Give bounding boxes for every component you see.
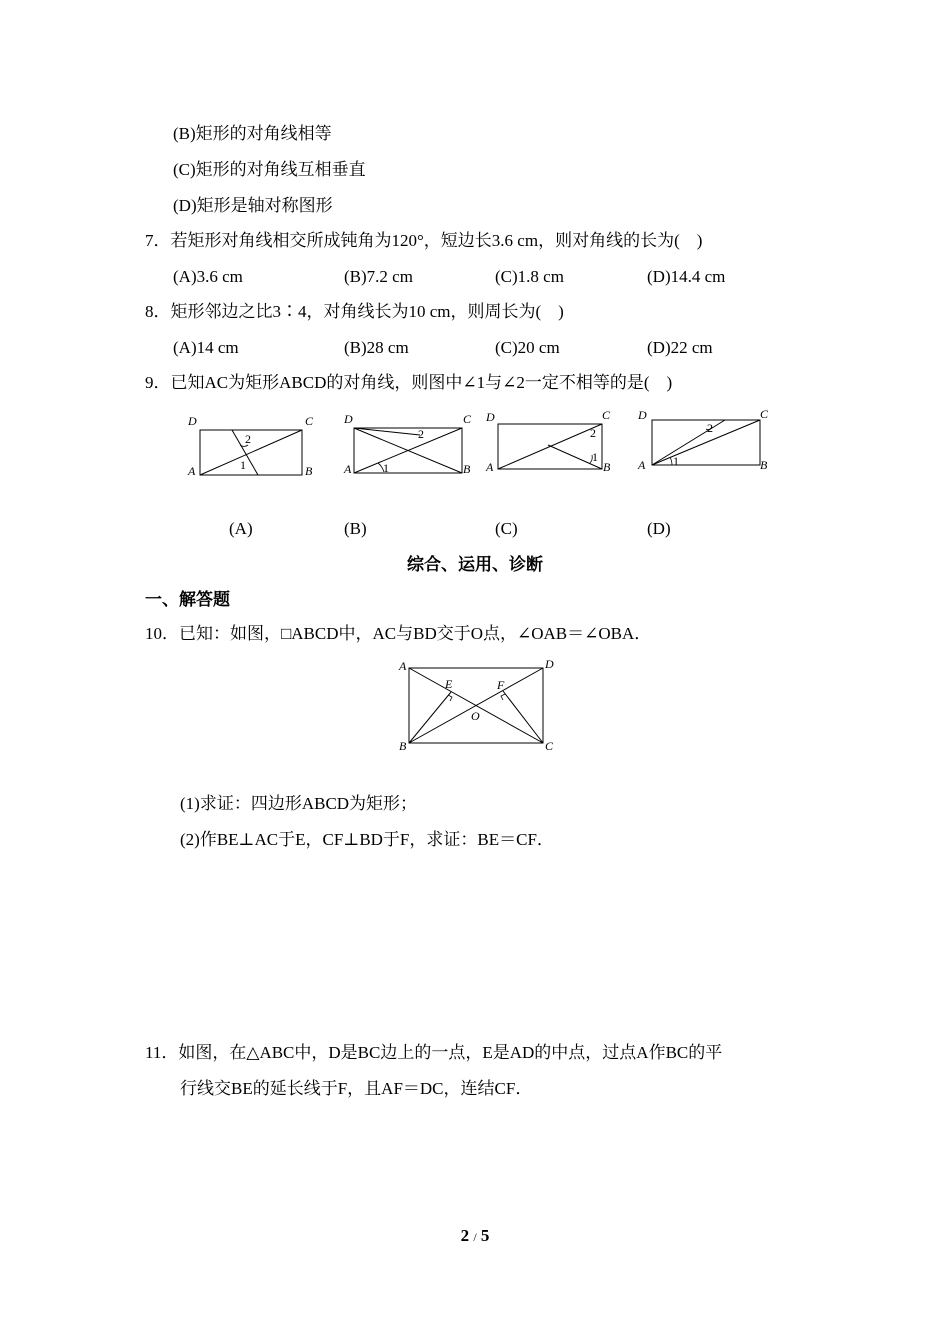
q11-line2: 行线交BE的延长线于F，且AF＝DC，连结CF． <box>180 1079 533 1098</box>
q9-label-b: (B) <box>344 519 367 538</box>
q10-segment-be <box>409 692 451 743</box>
q9-fig-d-diagonal <box>652 420 760 465</box>
q9-fig-c-label-c: C <box>602 408 611 422</box>
q9-fig-d-label-d: D <box>638 408 647 422</box>
q8-option-a: (A)14 cm <box>173 338 239 357</box>
q8-option-b: (B)28 cm <box>344 338 409 357</box>
q9-fig-b-angle-2: 2 <box>418 427 424 441</box>
q9-fig-b-label-a: A <box>344 462 352 476</box>
q9-fig-a-label-c: C <box>305 414 314 428</box>
q8-stem: 8．矩形邻边之比3∶4，对角线长为10 cm，则周长为( ) <box>145 302 564 321</box>
q9-stem: 9．已知AC为矩形ABCD的对角线，则图中∠1与∠2一定不相等的是( ) <box>145 373 673 392</box>
q10-label-d: D <box>545 658 554 671</box>
q10-segment-cf <box>503 691 543 743</box>
q10-part1: (1)求证：四边形ABCD为矩形； <box>180 794 418 813</box>
q9-fig-d-label-a: A <box>638 458 646 472</box>
q9-fig-d-angle-1: 1 <box>673 454 679 468</box>
q9-fig-b-angle-1: 1 <box>383 461 389 475</box>
q9-fig-d-line <box>652 420 725 465</box>
q9-fig-a-label-d: D <box>188 414 197 428</box>
q9-label-a: (A) <box>229 519 253 538</box>
q9-fig-c-angle-2: 2 <box>590 426 596 440</box>
q11-line1: 11．如图，在△ABC中，D是BC边上的一点，E是AD的中点，过点A作BC的平 <box>145 1043 723 1062</box>
q9-fig-b-label-d: D <box>344 412 353 426</box>
q9-fig-b-line2 <box>354 428 420 435</box>
q6-option-b: (B)矩形的对角线相等 <box>173 124 332 143</box>
q9-fig-d-label-b: B <box>760 458 768 472</box>
q6-option-c: (C)矩形的对角线互相垂直 <box>173 160 366 179</box>
page-current: 2 <box>460 1226 470 1245</box>
page-total: 5 <box>480 1226 490 1245</box>
q7-option-d: (D)14.4 cm <box>647 267 726 286</box>
q10-label-o: O <box>471 709 480 723</box>
q10-stem: 10．已知：如图，□ABCD中，AC与BD交于O点，∠OAB＝∠OBA． <box>145 624 652 643</box>
q9-fig-b-label-c: C <box>463 412 472 426</box>
q10-label-e: E <box>445 677 453 691</box>
q7-option-b: (B)7.2 cm <box>344 267 413 286</box>
q9-fig-a-label-a: A <box>188 464 196 478</box>
q9-fig-b-label-b: B <box>463 462 471 476</box>
page-separator: / <box>473 1230 477 1244</box>
q7-option-c: (C)1.8 cm <box>495 267 564 286</box>
q9-fig-c-angle-1: 1 <box>592 450 598 464</box>
q9-fig-a-diagonal <box>200 430 302 475</box>
section-heading: 综合、运用、诊断 <box>407 555 543 574</box>
q10-label-b: B <box>399 739 407 753</box>
q7-option-a: (A)3.6 cm <box>173 267 243 286</box>
q8-option-d: (D)22 cm <box>647 338 713 357</box>
q10-part2: (2)作BE⊥AC于E，CF⊥BD于F，求证：BE＝CF． <box>180 830 554 849</box>
q10-label-f: F <box>497 678 505 692</box>
q9-fig-d-label-c: C <box>760 407 769 421</box>
part-heading: 一、解答题 <box>145 590 230 609</box>
q10-figure <box>395 658 595 758</box>
q9-figures <box>0 405 950 495</box>
q9-label-d: (D) <box>647 519 671 538</box>
q10-label-a: A <box>399 659 407 673</box>
q9-fig-a-angle-2: 2 <box>245 432 251 446</box>
q8-option-c: (C)20 cm <box>495 338 560 357</box>
q9-fig-c-label-a: A <box>486 460 494 474</box>
q9-fig-c-label-b: B <box>603 460 611 474</box>
q9-fig-a-label-b: B <box>305 464 313 478</box>
q9-fig-c-label-d: D <box>486 410 495 424</box>
q7-stem: 7．若矩形对角线相交所成钝角为120°，短边长3.6 cm，则对角线的长为( ) <box>145 231 703 250</box>
page-number <box>0 1226 950 1246</box>
q9-fig-a-angle-1: 1 <box>240 458 246 472</box>
q9-fig-d-angle-2: 2 <box>707 421 713 435</box>
q6-option-d: (D)矩形是轴对称图形 <box>173 196 333 215</box>
q10-label-c: C <box>545 739 554 753</box>
q9-label-c: (C) <box>495 519 518 538</box>
